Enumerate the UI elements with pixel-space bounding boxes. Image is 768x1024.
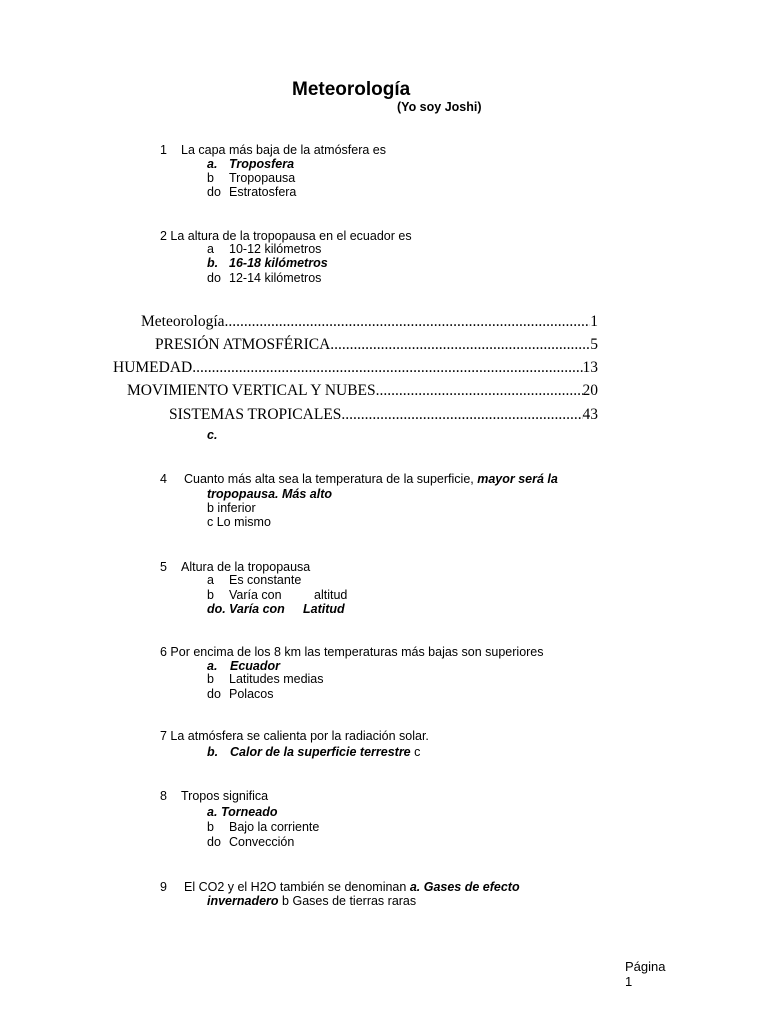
option-letter: do bbox=[207, 185, 221, 199]
option-letter: do bbox=[207, 687, 221, 701]
toc-entry[interactable] bbox=[127, 382, 598, 400]
option-letter: do bbox=[207, 271, 221, 285]
toc-page: 13 bbox=[582, 359, 598, 376]
toc-entry[interactable] bbox=[141, 313, 598, 331]
question-text bbox=[184, 880, 520, 894]
question-number: 9 bbox=[160, 880, 167, 894]
option-text-correct: Ecuador bbox=[230, 659, 281, 673]
option-letter: do bbox=[207, 835, 221, 849]
question-number: 4 bbox=[160, 472, 167, 486]
option-text-correct: 16-18 kilómetros bbox=[229, 256, 328, 270]
toc-entry[interactable] bbox=[169, 406, 598, 424]
option-text: Es constante bbox=[229, 573, 302, 587]
option-extra: altitud bbox=[314, 588, 348, 602]
answer-text: mayor será la bbox=[477, 472, 558, 486]
option-text: Latitudes medias bbox=[229, 672, 324, 686]
document-subtitle: (Yo soy Joshi) bbox=[397, 100, 482, 114]
option-letter: do. bbox=[207, 602, 226, 616]
toc-label: HUMEDAD bbox=[113, 359, 193, 376]
option-text: Tropopausa bbox=[229, 171, 296, 185]
toc-leader bbox=[341, 406, 582, 424]
toc-leader bbox=[376, 382, 583, 400]
toc-label: MOVIMIENTO VERTICAL Y NUBES bbox=[127, 382, 376, 399]
option-letter: b bbox=[207, 171, 214, 185]
option-letter: a. bbox=[207, 805, 218, 819]
page-number: 1 bbox=[625, 974, 633, 989]
option-letter: a bbox=[207, 573, 214, 587]
option-letter: b. bbox=[207, 256, 219, 270]
toc-leader bbox=[330, 336, 590, 354]
question-number: 8 bbox=[160, 789, 167, 803]
option-letter: b. bbox=[207, 745, 219, 759]
page-label: Página bbox=[625, 959, 666, 974]
answer-text: a. Gases de efecto bbox=[409, 880, 520, 894]
option-letter: a. bbox=[207, 157, 218, 171]
question-text: Altura de la tropopausa bbox=[181, 560, 311, 574]
question-text: 2 La altura de la tropopausa en el ecuador es bbox=[160, 229, 412, 243]
toc-leader bbox=[225, 313, 591, 331]
toc-label: PRESIÓN ATMOSFÉRICA bbox=[155, 336, 331, 353]
option-letter: b bbox=[207, 588, 214, 602]
question-number: 1 bbox=[160, 143, 167, 157]
option-letter: a. bbox=[207, 659, 218, 673]
question-text bbox=[184, 472, 558, 486]
option-text-correct: Calor de la superficie terrestre bbox=[230, 745, 411, 759]
option-text: Polacos bbox=[229, 687, 274, 701]
toc-page: 43 bbox=[582, 406, 598, 423]
question-text: Tropos significa bbox=[181, 789, 269, 803]
answer-line bbox=[207, 894, 416, 908]
question-text: La capa más baja de la atmósfera es bbox=[181, 143, 386, 157]
option-text: 10-12 kilómetros bbox=[229, 242, 322, 256]
option-letter: c. bbox=[207, 428, 218, 442]
toc-page: 5 bbox=[590, 336, 598, 353]
option-text: c Lo mismo bbox=[207, 515, 271, 529]
toc-entry[interactable] bbox=[113, 359, 598, 377]
question-text-plain: Cuanto más alta sea la temperatura de la superficie, bbox=[184, 472, 474, 486]
toc-label: SISTEMAS TROPICALES bbox=[169, 406, 342, 423]
option-text: Bajo la corriente bbox=[229, 820, 320, 834]
option-text-correct: Troposfera bbox=[229, 157, 295, 171]
option-text: Varía con bbox=[229, 588, 282, 602]
option-letter: b bbox=[207, 820, 214, 834]
option-text: b Gases de tierras raras bbox=[282, 894, 417, 908]
option-text: Convección bbox=[229, 835, 295, 849]
option-extra-correct: Latitud bbox=[303, 602, 345, 616]
toc-page: 20 bbox=[582, 382, 598, 399]
toc-label: Meteorología bbox=[141, 313, 225, 330]
question-text: 7 La atmósfera se calienta por la radiación solar. bbox=[160, 729, 429, 743]
toc-leader bbox=[192, 359, 582, 377]
question-text-plain: El CO2 y el H2O también se denominan bbox=[184, 880, 407, 894]
option-letter: b bbox=[207, 672, 214, 686]
answer-line bbox=[230, 745, 420, 759]
option-text: 12-14 kilómetros bbox=[229, 271, 322, 285]
document-title: Meteorología bbox=[292, 79, 411, 100]
answer-text: tropopausa. Más alto bbox=[207, 487, 333, 501]
option-letter: c bbox=[414, 745, 421, 759]
question-text: 6 Por encima de los 8 km las temperaturas más bajas son superiores bbox=[160, 645, 544, 659]
question-number: 5 bbox=[160, 560, 167, 574]
toc-entry[interactable] bbox=[155, 336, 598, 354]
toc-page: 1 bbox=[590, 313, 598, 330]
option-text: b inferior bbox=[207, 501, 256, 515]
option-text-correct: Varía con bbox=[229, 602, 285, 616]
answer-text: invernadero bbox=[207, 894, 279, 908]
option-letter: a bbox=[207, 242, 214, 256]
option-text: Estratosfera bbox=[229, 185, 297, 199]
option-text-correct: Torneado bbox=[221, 805, 278, 819]
